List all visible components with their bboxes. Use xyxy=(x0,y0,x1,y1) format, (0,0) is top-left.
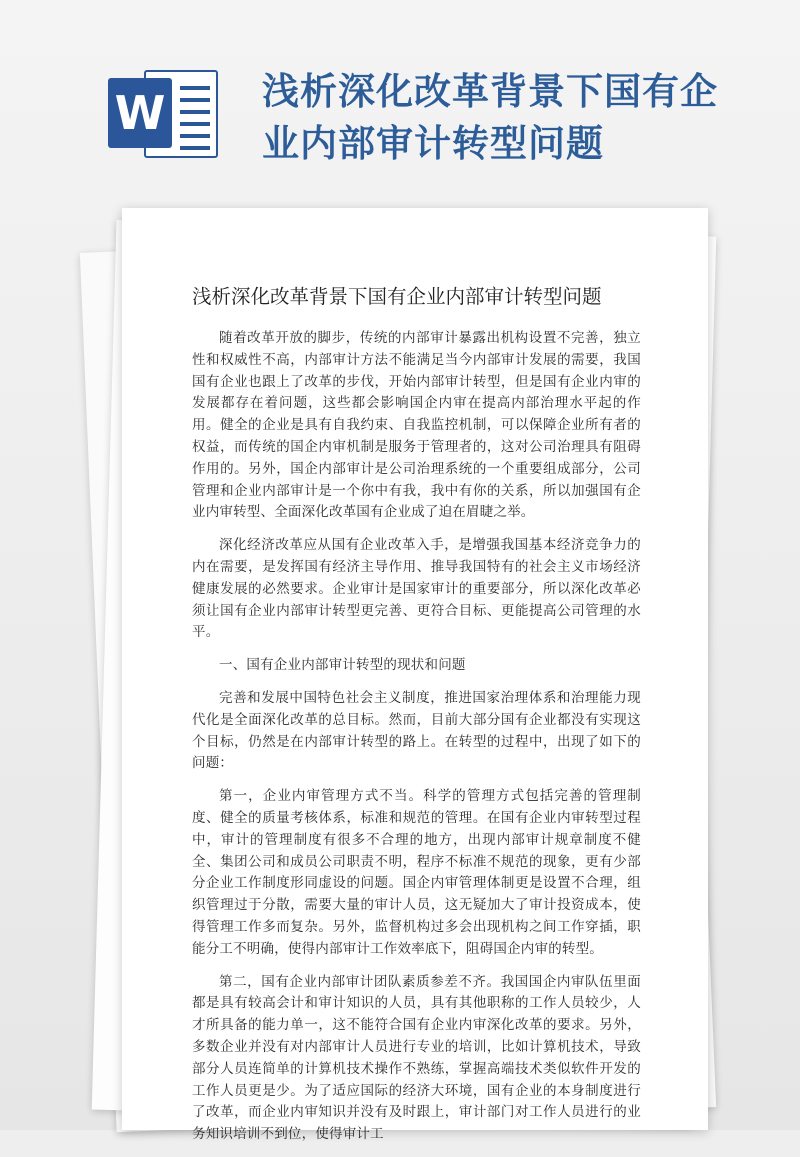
paragraph-2: 深化经济改革应从国有企业改革入手，是增强我国基本经济竞争力的内在需要，是发挥国有经济主导作用、推导我国特有的社会主义市场经济健康发展的必然要求。企业审计是国家审计的重要部分，所以深化改革必须让国有企业内部审计转型更完善、更符合目标、更能提高公司管理的水平。 xyxy=(192,537,641,641)
section-heading: 一、国有企业内部审计转型的现状和问题 xyxy=(219,657,466,674)
paragraph-5: 第二，国有企业内部审计团队素质参差不齐。我国国企内审队伍里面都是具有较高会计和审计知识的人员，具有其他职称的工作人员较少，人才所具备的能力单一，这不能符合国有企业内审深化改革的要求。另外，多数企业并没有对内部审计人员进行专业的培训，比如计算机技术，导致部分人员连简单的计算机技术操作不熟练，掌握高端技术类似软件开发的工作人员更是少。为了适应国际的经济大环境，国有企业的本身制度进行了改革，而企业内审知识并没有及时跟上，审计部门对工作人员进行的业务知识培训不到位，使得审计工 xyxy=(192,973,641,1143)
document-body xyxy=(192,328,641,1157)
word-letter-badge: W xyxy=(108,78,172,148)
paragraph-1: 随着改革开放的脚步，传统的内部审计暴露出机构设置不完善，独立性和权威性不高，内部审计方法不能满足当今内部审计发展的需要，我国国有企业也跟上了改革的步伐，开始内部审计转型，但是国有企业内审的发展都存在着问题，这些都会影响国企内审在提高内部治理水平起的作用。健全的企业是具有自我约束、自我监控机制，可以保障企业所有者的权益，而传统的国企内审机制是服务于管理者的，这对公司治理具有阻碍作用的。另外，国企内部审计是公司治理系统的一个重要组成部分，公司管理和企业内部审计是一个你中有我，我中有你的关系，所以加强国有企业内审转型、全面深化改革国有企业成了迫在眉睫之举。 xyxy=(192,330,641,521)
document-title: 浅析深化改革背景下国有企业内部审计转型问题 xyxy=(192,285,602,308)
document-page xyxy=(122,208,708,1143)
page-title: 浅析深化改革背景下国有企业内部审计转型问题 xyxy=(262,70,718,165)
paragraph-3: 完善和发展中国特色社会主义制度，推进国家治理体系和治理能力现代化是全面深化改革的总目标。然而，目前大部分国有企业都没有实现这个目标，仍然是在内部审计转型的路上。在转型的过程中，出现了如下的问题： xyxy=(192,689,641,772)
paragraph-4: 第一，企业内审管理方式不当。科学的管理方式包括完善的管理制度、健全的质量考核体系，标准和规范的管理。在国有企业内审转型过程中，审计的管理制度有很多不合理的地方，出现内部审计规章制度不健全、集团公司和成员公司职责不明，程序不标准不规范的现象，更有少部分企业工作制度形同虚设的问题。国企内审管理体制更是设置不合理，组织管理过于分散，需要大量的审计人员，这无疑加大了审计投资成本，使得管理工作多而复杂。另外，监督机构过多会出现机构之间工作穿插，职能分工不明确，使得内部审计工作效率底下，阻碍国企内审的转型。 xyxy=(192,788,641,957)
word-document-icon xyxy=(108,64,220,164)
